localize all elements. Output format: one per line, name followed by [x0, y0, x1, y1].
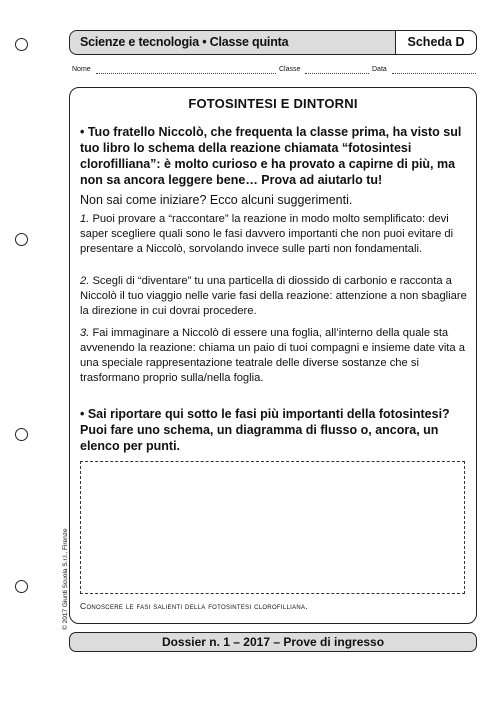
worksheet-title: FOTOSINTESI E DINTORNI	[188, 96, 358, 111]
date-field[interactable]	[392, 73, 476, 74]
header-bar	[69, 30, 477, 55]
suggestion-item	[80, 274, 467, 319]
date-label: Data	[372, 66, 387, 73]
class-field[interactable]	[305, 73, 369, 74]
binder-hole-icon	[15, 233, 28, 246]
learning-objective: Conoscere le fasi salienti della fotosintesi clorofilliana.	[80, 601, 308, 611]
subject-title: Scienze e tecnologia • Classe quinta	[80, 35, 289, 49]
suggestion-number: 2.	[80, 275, 90, 287]
suggestion-text: Fai immaginare a Niccolò di essere una foglia, all’interno della quale sta avvenendo la reazione: chiama un paio di tuoi compagni e insieme date vita a una speciale rappresentazione teatrale delle diverse sostanze che si trasformano proprio sulla/nella foglia.	[80, 327, 465, 384]
name-field[interactable]	[96, 73, 276, 74]
binder-hole-icon	[15, 428, 28, 441]
name-label: Nome	[72, 66, 91, 73]
suggestion-number: 1.	[80, 213, 90, 225]
suggestion-item	[80, 212, 467, 257]
worksheet-box	[69, 87, 477, 624]
answer-area[interactable]	[80, 461, 465, 594]
suggestion-number: 3.	[80, 327, 90, 339]
student-info-row	[72, 66, 477, 78]
footer-bar: Dossier n. 1 – 2017 – Prove di ingresso	[69, 632, 477, 652]
suggestion-item	[80, 326, 467, 386]
suggestion-text: Scegli di “diventare” tu una particella di diossido di carbonio e racconta a Niccolò il tuo viaggio nelle varie fasi della reazione: attenzione a non sbagliare la direzione in cui dovrai procedere.	[80, 275, 467, 317]
sheet-label: Scheda D	[395, 30, 477, 55]
suggestion-text: Puoi provare a “raccontare” la reazione in modo molto semplificato: devi saper scegliere quali sono le fasi davvero importanti che non puoi evitare di presentare a Niccolò, sorvolando invece sulle parti non fondamentali.	[80, 213, 454, 255]
copyright-note: © 2017 Giunti Scuola S.r.l., Firenze	[62, 528, 69, 630]
suggestions-heading: Non sai come iniziare? Ecco alcuni suggerimenti.	[80, 193, 353, 207]
binder-hole-icon	[15, 580, 28, 593]
class-label: Classe	[279, 66, 301, 73]
binder-hole-icon	[15, 38, 28, 51]
task-paragraph: • Sai riportare qui sotto le fasi più importanti della fotosintesi? Puoi fare uno schema, un diagramma di flusso o, ancora, un elenco per punti.	[80, 407, 450, 453]
intro-paragraph: • Tuo fratello Niccolò, che frequenta la classe prima, ha visto sul tuo libro lo schema della reazione chiamata “fotosintesi clorofilliana”: è molto curioso e ha provato a capirne di più, ma non sa ancora leggere bene… Prova ad aiutarlo tu!	[80, 125, 462, 187]
